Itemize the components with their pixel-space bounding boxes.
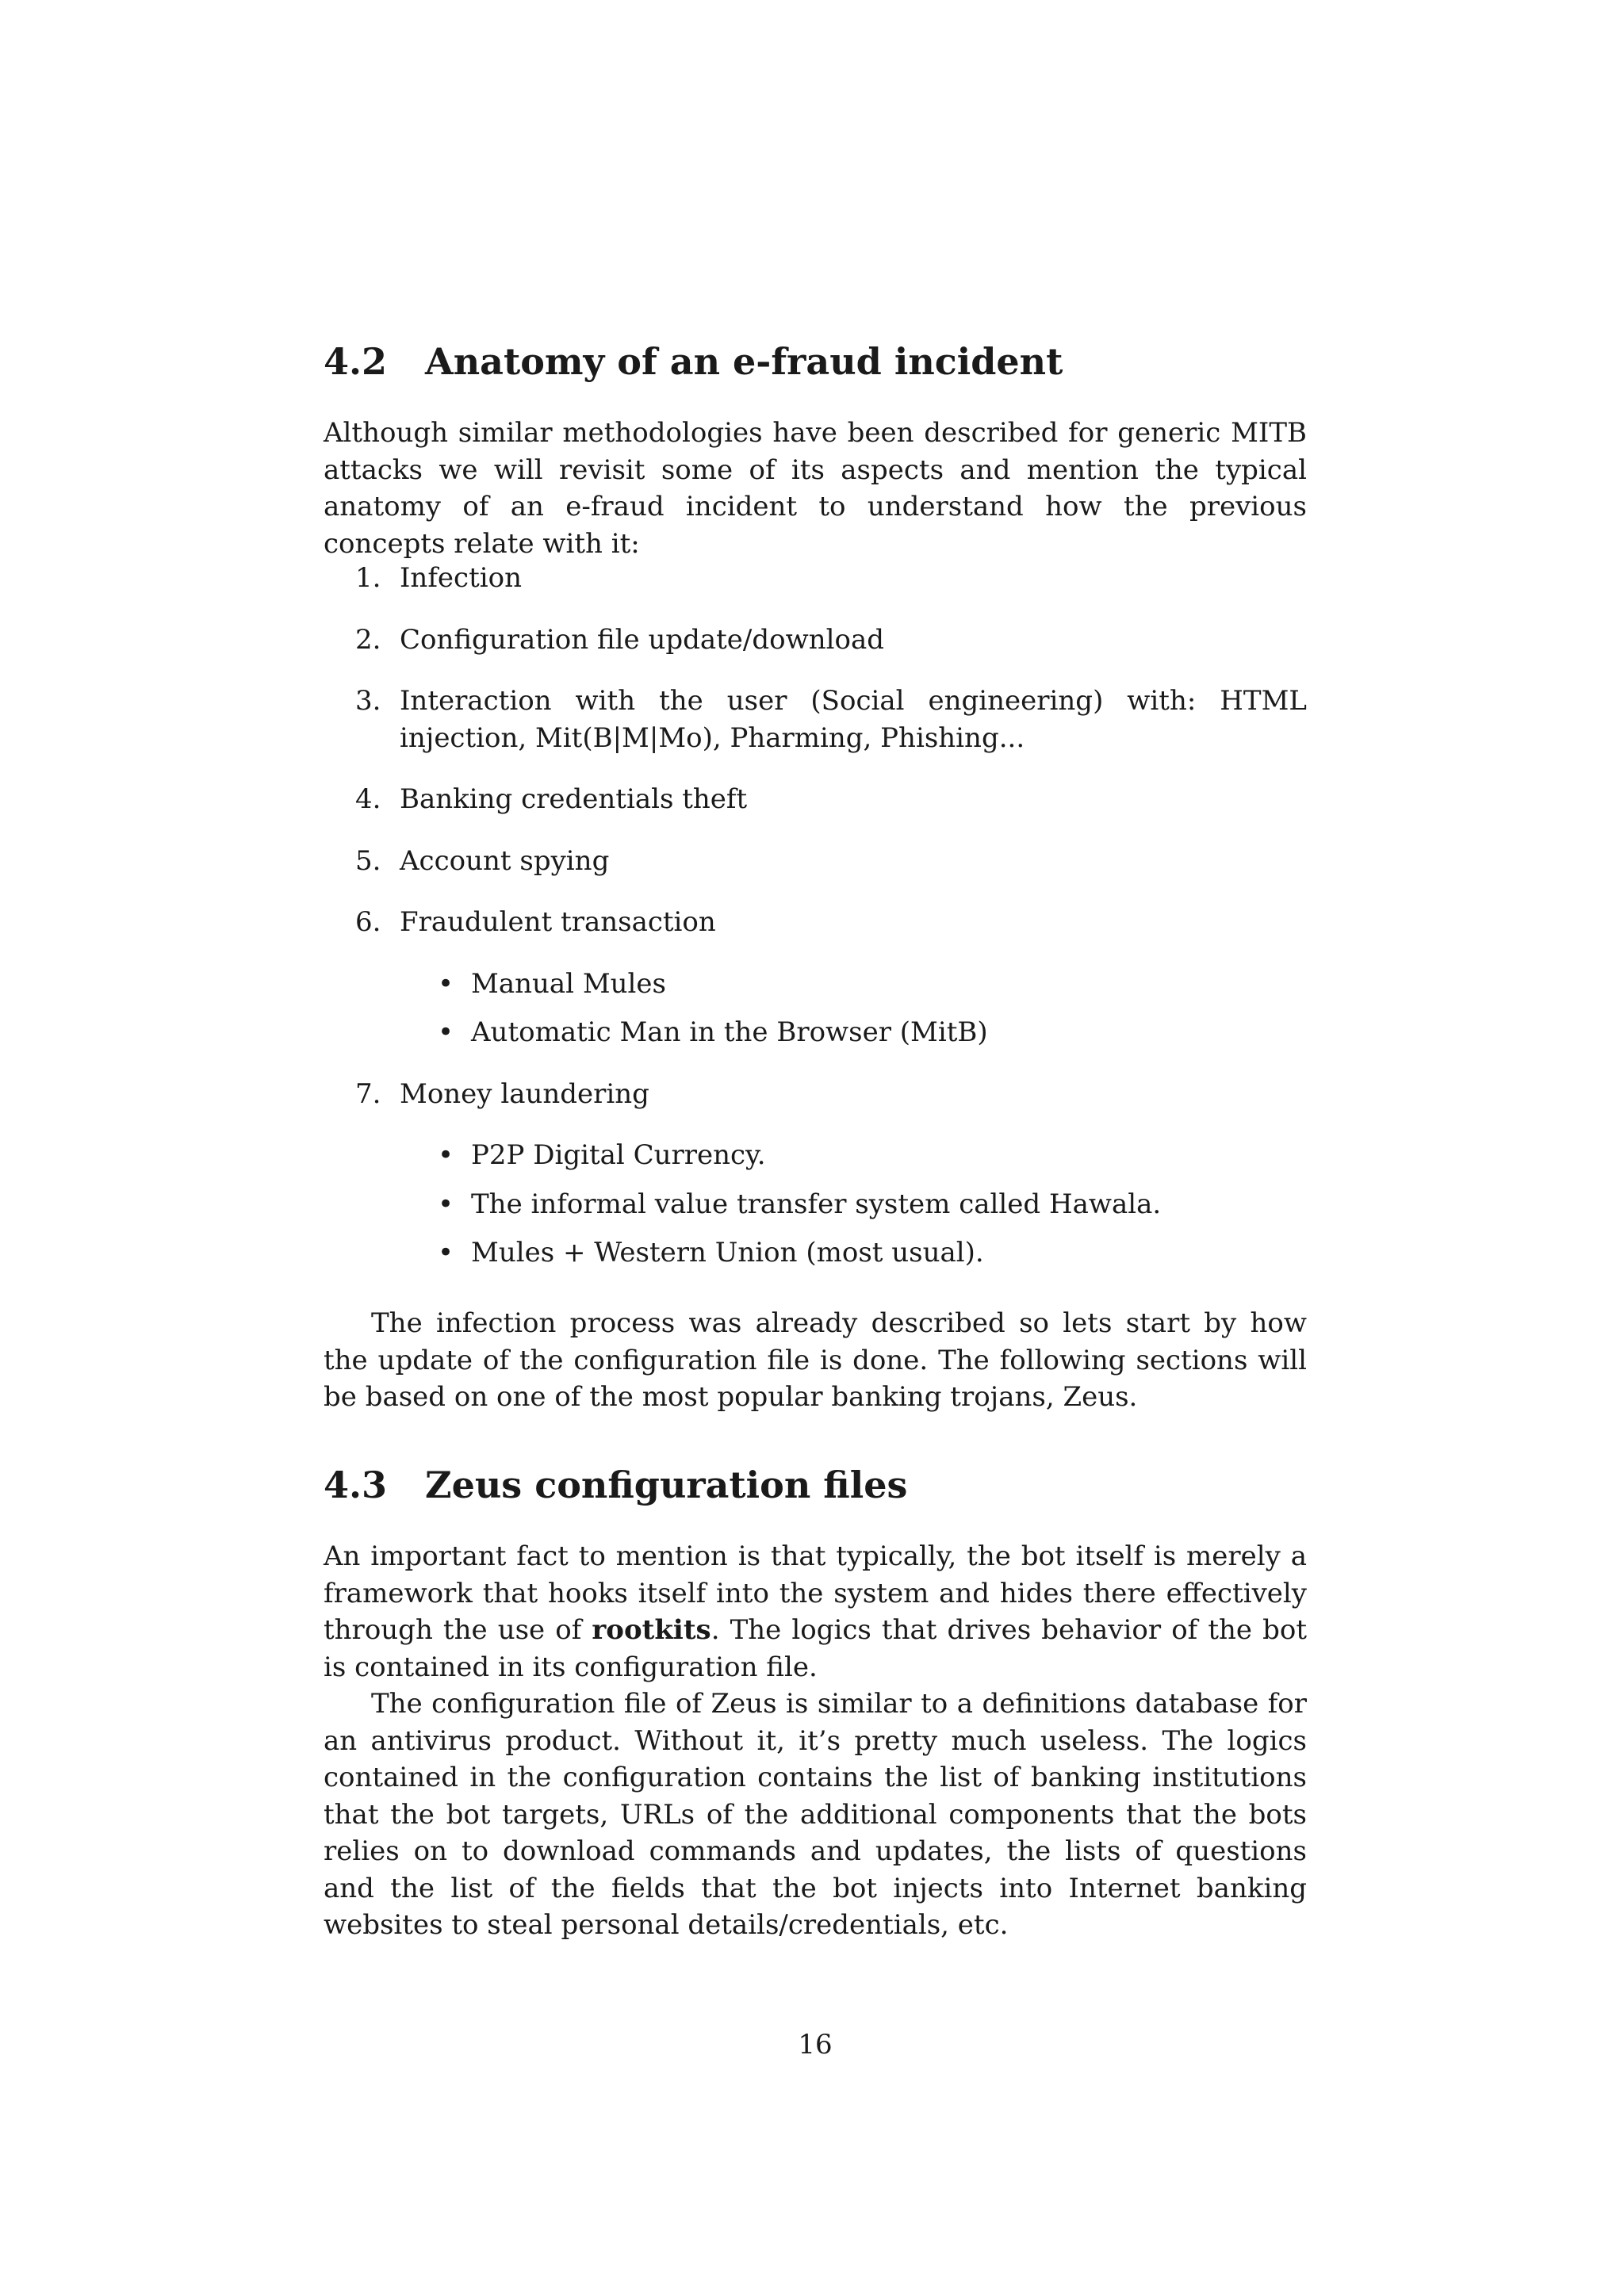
bullet-icon: • (438, 1188, 454, 1220)
sublist-item (400, 966, 1307, 1003)
sublist-item (400, 1186, 1307, 1223)
bullet-icon: • (438, 1237, 454, 1269)
bullet-icon: • (438, 1139, 454, 1171)
list-item-text: Interaction with the user (Social engineering) with: HTML injection, Mit(B|M|Mo), Pharming, Phishing... (400, 685, 1307, 754)
list-marker: 5. (355, 844, 381, 877)
document-page (324, 0, 1307, 2296)
bullet-icon: • (438, 1016, 454, 1048)
page-number: 16 (798, 2029, 833, 2061)
section-heading-4-3 (324, 1463, 907, 1507)
zeus-paragraph-1 (324, 1538, 1307, 1686)
list-marker: 1. (355, 562, 381, 594)
paragraph-text: An important fact to mention is that typically, the bot itself is merely a framework that hooks itself into the system and hides there effectively through the use of (324, 1540, 1307, 1646)
bullet-icon: • (438, 967, 454, 1000)
sublist (400, 1137, 1307, 1272)
section-title: Anatomy of an e-fraud incident (425, 340, 1063, 383)
list-item (324, 622, 1307, 659)
sublist-item-text: Mules + Western Union (most usual). (471, 1237, 984, 1269)
list-item-text: Account spying (400, 844, 610, 877)
sublist-item-text: P2P Digital Currency. (471, 1139, 766, 1171)
list-item (324, 560, 1307, 597)
list-marker: 3. (355, 685, 381, 717)
incident-steps-list (324, 560, 1307, 1296)
sublist-item (400, 1234, 1307, 1272)
sublist-item-text: The informal value transfer system called Hawala. (471, 1188, 1162, 1220)
intro-paragraph: Although similar methodologies have been described for generic MITB attacks we will revisit some of its aspects and mention the typical anatomy of an e-fraud incident to understand how the previous concepts relate with it: (324, 417, 1307, 560)
closing-paragraph: The infection process was already described so lets start by how the update of the configuration file is done. The following sections will be based on one of the most popular banking trojans, Zeus. (324, 1307, 1307, 1413)
list-item-text: Banking credentials theft (400, 783, 748, 815)
section-number: 4.3 (324, 1464, 388, 1506)
list-item-text: Fraudulent transaction (400, 906, 716, 938)
list-item (324, 843, 1307, 880)
list-item-text: Money laundering (400, 1077, 649, 1110)
list-item (324, 683, 1307, 756)
zeus-paragraph-2: The configuration file of Zeus is similar to a definitions database for an antivirus product. Without it, it’s pretty much useless. The logics contained in the configuration contains the list of banking institutions that the bot targets, URLs of the additional components that the bots relies on to download commands and updates, the lists of questions and the list of the fields that the bot injects into Internet banking websites to steal personal details/credentials, etc. (324, 1688, 1307, 1941)
paragraph-text: . The logics that drives behavior of the bot is contained in its configuration file. (324, 1614, 1307, 1683)
sublist (400, 966, 1307, 1051)
rootkits-term: rootkits (592, 1614, 711, 1646)
section-number: 4.2 (324, 340, 388, 383)
list-marker: 6. (355, 906, 381, 938)
list-item-text: Infection (400, 562, 522, 594)
sublist-item (400, 1014, 1307, 1051)
list-item-text: Configuration file update/download (400, 623, 884, 656)
sublist-item (400, 1137, 1307, 1174)
list-marker: 2. (355, 623, 381, 656)
section-title: Zeus configuration files (425, 1464, 908, 1506)
section-heading-4-2 (324, 339, 1063, 384)
sublist-item-text: Manual Mules (471, 967, 666, 1000)
sublist-item-text: Automatic Man in the Browser (MitB) (471, 1016, 988, 1048)
list-item (324, 1076, 1307, 1272)
list-marker: 7. (355, 1077, 381, 1110)
list-item (324, 904, 1307, 1051)
list-item (324, 781, 1307, 818)
list-marker: 4. (355, 783, 381, 815)
